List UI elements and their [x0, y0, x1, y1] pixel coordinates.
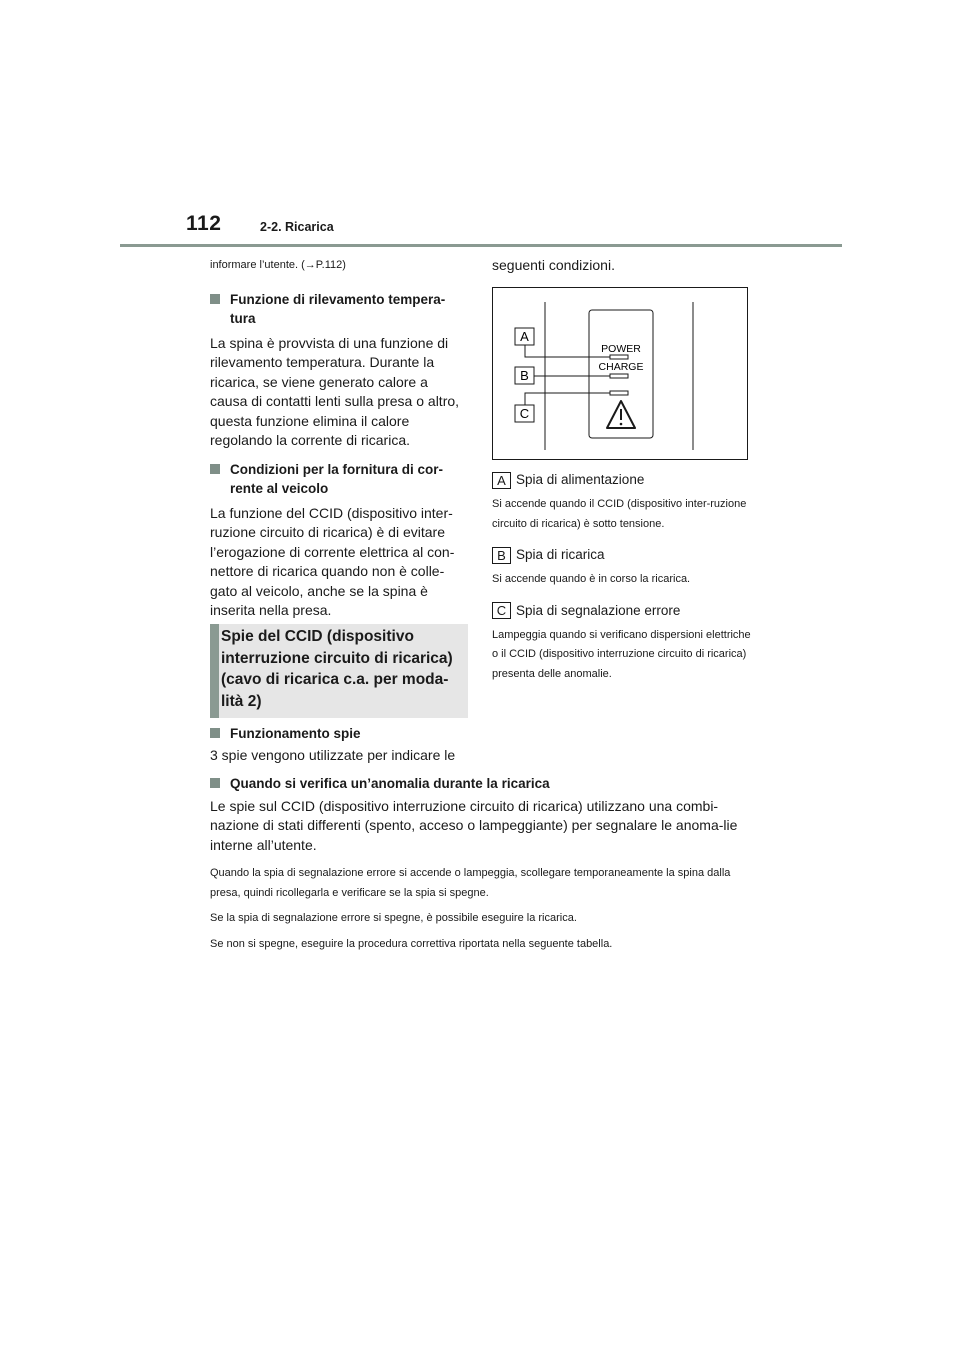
legend-tag-c: C — [492, 602, 511, 619]
legend-tag-a: A — [492, 472, 511, 489]
note-2: Se la spia di segnalazione errore si spegne, è possibile eseguire la ricarica. — [210, 912, 577, 924]
legend-item-a: A Spia di alimentazione — [492, 470, 754, 490]
legend-desc-b: Si accende quando è in corso la ricarica. — [492, 573, 691, 585]
header-rule — [120, 244, 842, 247]
charge-label: CHARGE — [598, 361, 644, 373]
note-1: Quando la spia di segnalazione errore si accende o lampeggia, scollegare temporaneamente la spina dalla presa, quindi ricollegarla e verificare se la spia si spegne. — [210, 867, 731, 899]
anomaly-section — [210, 774, 750, 954]
ccid-diagram-icon — [493, 288, 747, 459]
heading-temperature: Funzione di rilevamento tempera-tura — [210, 290, 468, 329]
section-title: 2-2. Ricarica — [260, 220, 334, 234]
callout-c: C — [519, 406, 530, 421]
paragraph-operation: 3 spie vengono utilizzate per indicare le — [210, 746, 456, 763]
continued-text: seguenti condizioni. — [492, 257, 615, 273]
legend-tag-b: B — [492, 547, 511, 564]
legend-desc-a: Si accende quando il CCID (dispositivo inter-ruzione circuito di ricarica) è sotto tensione. — [492, 498, 747, 530]
intro-text: informare l’utente. (→P.112) — [210, 259, 346, 271]
heading-operation: Funzionamento spie — [210, 724, 468, 744]
legend-item-b: B Spia di ricarica — [492, 545, 754, 565]
square-bullet-icon — [210, 464, 220, 474]
callout-a: A — [520, 329, 529, 344]
legend — [492, 470, 754, 684]
right-column — [492, 256, 752, 276]
note-3: Se non si spegne, eseguire la procedura correttiva riportata nella seguente tabella. — [210, 937, 613, 950]
box-heading-bar — [210, 624, 219, 718]
square-bullet-icon — [210, 294, 220, 304]
paragraph-anomaly: Le spie sul CCID (dispositivo interruzione circuito di ricarica) utilizzano una combi-nazione di stati differenti (spento, acceso o lampeggiante) per segnalare le anoma-lie interne all’utente. — [210, 797, 738, 853]
square-bullet-icon — [210, 728, 220, 738]
left-column — [210, 256, 468, 621]
legend-desc-c: Lampeggia quando si verificano dispersioni elettriche o il CCID (dispositivo interruzione circuito di ricarica) presenta delle anomalie. — [492, 628, 751, 680]
heading-anomaly: Quando si verifica un’anomalia durante la ricarica — [210, 774, 750, 794]
power-label: POWER — [601, 343, 641, 355]
square-bullet-icon — [210, 778, 220, 788]
heading-conditions: Condizioni per la fornitura di cor-rente al veicolo — [210, 460, 468, 499]
box-heading-ccid — [210, 624, 468, 718]
page-number: 112 — [186, 212, 222, 235]
paragraph-conditions: La funzione del CCID (dispositivo inter-ruzione circuito di ricarica) è di evitare l’erogazione di corrente elettrica al con-nettore di ricarica quando non è colle-gato al veicolo, anche se la spina è inserita nella presa. — [210, 504, 455, 618]
legend-item-c: C Spia di segnalazione errore — [492, 601, 754, 621]
left-bottom — [210, 724, 468, 765]
paragraph-temperature: La spina è provvista di una funzione di rilevamento temperatura. Durante la ricarica, se viene generato calore a causa di contatti lenti sulla presa o altro, questa funzione elimina il calore regolando la corrente di ricarica. — [210, 334, 460, 448]
callout-b: B — [520, 368, 529, 383]
ccid-indicator-figure — [492, 287, 748, 460]
box-heading-text: Spie del CCID (dispositivo interruzione circuito di ricarica) (cavo di ricarica c.a. per moda-lità 2) — [221, 628, 453, 710]
